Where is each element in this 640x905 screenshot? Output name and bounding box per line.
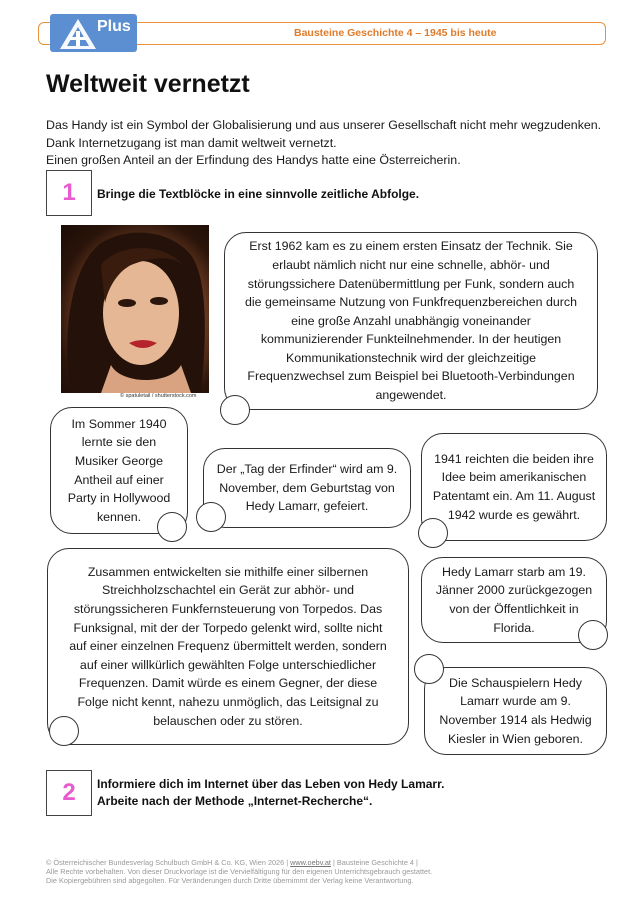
text-block-1941 [421,433,607,541]
intro-text [46,117,626,170]
footer-series: | Bausteine Geschichte 4 | [330,858,418,867]
answer-circle[interactable] [418,518,448,548]
answer-circle[interactable] [157,512,187,542]
task-2-instruction [97,776,444,810]
task-number-box-2: 2 [46,770,92,816]
answer-circle[interactable] [196,502,226,532]
logo [50,14,137,52]
answer-circle[interactable] [49,716,79,746]
text-block-1962 [224,232,598,410]
text-block-1941-text: 1941 reichten die beiden ihre Idee beim amerikanischen Patentamt ein. Am 11. August 1942 wurde es gewährt. [432,451,596,522]
answer-circle[interactable] [578,620,608,650]
intro-line: Dank Internetzugang ist man damit weltweit vernetzt. [46,135,337,150]
text-block-1914 [424,667,607,755]
portrait-illustration [61,225,209,393]
text-block-1962-text: Erst 1962 kam es zu einem ersten Einsatz der Technik. Sie erlaubt nämlich nicht nur eine schnelle, abhör- und störungssichere Datenübermittlung per Funk, sondern auch die gemeinsame Nutzung von Funkfrequenzbereichen durch eine große Anzahl unabhängig voneinander kommunizierender Funkteilnehmender. In der heutigen Kommunikationstechnik wird der gleichzeitige Frequenzwechsel zum Beispiel bei Bluetooth-Verbindungen angewendet. [245,239,577,403]
text-block-2000-text: Hedy Lamarr starb am 19. Jänner 2000 zurückgezogen von der Öffentlichkeit in Florida. [435,564,593,635]
text-block-tag-der-erfinder [203,448,411,528]
text-block-1914-text: Die Schauspielern Hedy Lamarr wurde am 9. November 1914 als Hedwig Kiesler in Wien geboren. [439,675,592,746]
footer-line-2: Alle Rechte vorbehalten. Von dieser Druckvorlage ist die Vervielfältigung für den eigenen Unterrichtsgebrauch gestattet. [46,867,433,876]
task-2-line-2: Arbeite nach der Methode „Internet-Recherche“. [97,794,373,808]
task-number-box-1: 1 [46,170,92,216]
intro-line: Einen großen Anteil an der Erfindung des Handys hatte eine Österreicherin. [46,153,461,167]
task-1-instruction: Bringe die Textblöcke in eine sinnvolle zeitliche Abfolge. [97,187,420,201]
answer-circle[interactable] [414,654,444,684]
footer [46,858,606,885]
text-block-tag-der-erfinder-text: Der „Tag der Erfinder“ wird am 9. November, dem Geburtstag von Hedy Lamarr, gefeiert. [216,462,398,514]
text-block-1940-text: Im Sommer 1940 lernte sie den Musiker George Antheil auf einer Party in Hollywood kennen. [67,416,171,524]
page-title: Weltweit vernetzt [46,70,250,98]
publisher-link[interactable]: www.oebv.at [290,858,331,867]
logo-triangle-icon [58,17,98,51]
header-title: Bausteine Geschichte 4 – 1945 bis heute [294,27,497,39]
photo-credit: © spatuletail / shutterstock.com [120,393,197,399]
answer-circle[interactable] [220,395,250,425]
text-block-zusammen [47,548,409,745]
task-2-line-1: Informiere dich im Internet über das Leben von Hedy Lamarr. [97,777,445,791]
intro-line: Das Handy ist ein Symbol der Globalisierung und aus unserer Gesellschaft nicht mehr wegzudenken. [46,118,602,132]
footer-line-1 [46,858,606,867]
text-block-zusammen-text: Zusammen entwickelten sie mithilfe einer silbernen Streichholzschachtel ein Gerät zur abhör- und störungssicheren Funkfernsteuerung von Torpedos. Das Funksignal, mit der der Torpedo gelenkt wird, sollte nicht auf einer einzelnen Frequenz übermittelt werden, sondern auf einer willkürlich gewählten Folge unterschiedlicher Frequenzen. Damit würde es einem Gegner, der diese Folge nicht kennt, nahezu unmöglich, das Leitsignal zu belauschen oder zu stören. [69,564,387,728]
footer-copyright: © Österreichischer Bundesverlag Schulbuch GmbH & Co. KG, Wien 2026 | [46,858,291,867]
footer-line-3: Die Kopiergebühren sind abgegolten. Für Veränderungen durch Dritte übernimmt der Verlag keine Verantwortung. [46,876,414,885]
logo-text: Plus [97,18,131,35]
portrait-photo [61,225,209,393]
